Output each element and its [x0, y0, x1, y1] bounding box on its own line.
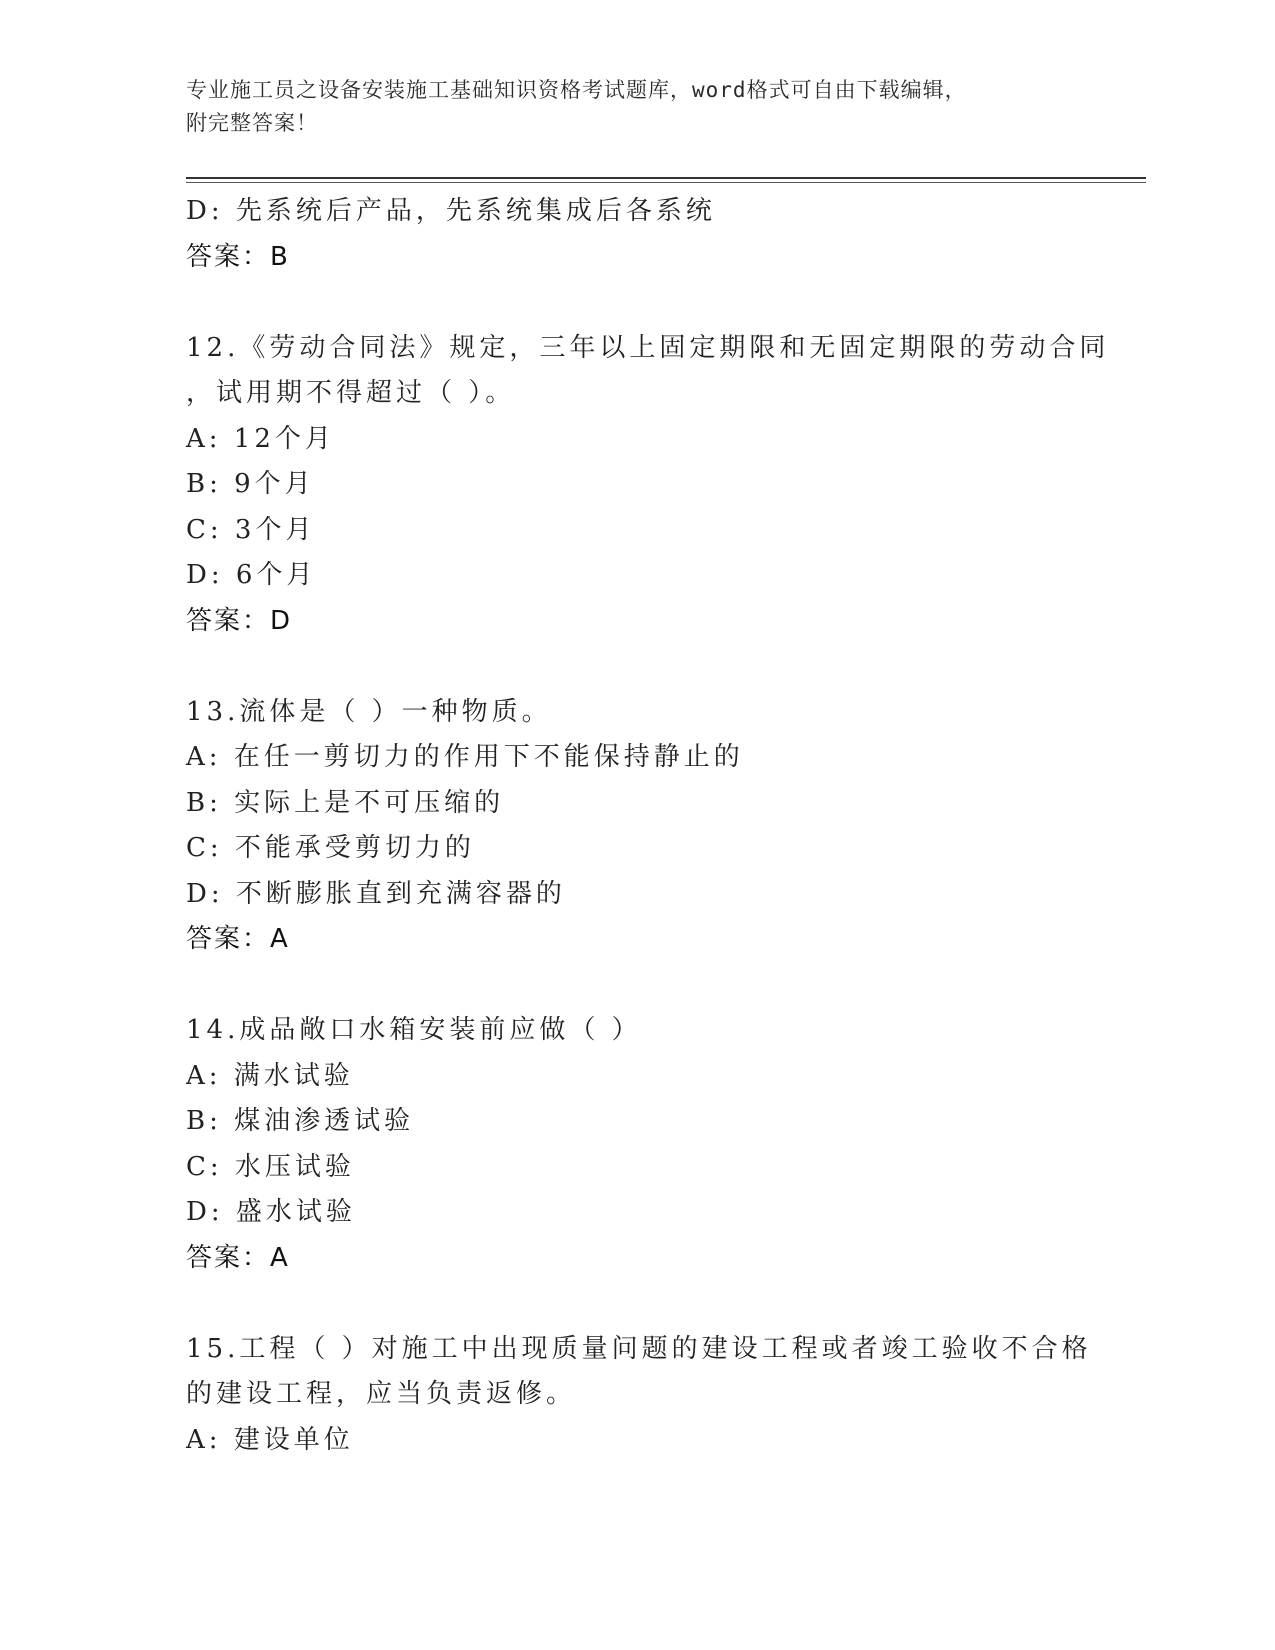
option-d: D: 盛水试验	[186, 1197, 356, 1227]
answer: 答案：D	[186, 605, 293, 636]
document-header	[186, 74, 1066, 140]
option-a: A: 满水试验	[186, 1060, 354, 1091]
spacer	[186, 963, 1146, 1009]
option-b: B: 实际上是不可压缩的	[186, 787, 505, 818]
header-divider-thick	[186, 177, 1146, 179]
option-c: C: 不能承受剪切力的	[186, 833, 475, 863]
option-a: A: 建设单位	[186, 1424, 354, 1455]
option-a: A: 在任一剪切力的作用下不能保持静止的	[186, 742, 744, 772]
question-stem: 14.成品敞口水箱安装前应做（ ）	[186, 1015, 642, 1045]
option-b: B: 9个月	[186, 469, 315, 499]
question-14	[186, 1008, 1146, 1281]
header-line-2: 附完整答案！	[186, 111, 318, 135]
question-15	[186, 1327, 1146, 1464]
question-stem: 12.《劳动合同法》规定，三年以上固定期限和无固定期限的劳动合同	[186, 332, 1110, 363]
header-divider-thin	[186, 182, 1146, 183]
option-b: B: 煤油渗透试验	[186, 1106, 415, 1136]
question-stem: 13.流体是（ ）一种物质。	[186, 696, 552, 727]
option-c: C: 3个月	[186, 514, 316, 545]
question-content	[186, 189, 1146, 1463]
option-d: D: 6个月	[186, 560, 317, 590]
question-stem-continued: 的建设工程，应当负责返修。	[186, 1379, 577, 1409]
question-stem-continued: ，试用期不得超过（ ）。	[186, 378, 516, 408]
option-d: D: 先系统后产品，先系统集成后各系统	[186, 196, 716, 226]
question-12	[186, 326, 1146, 645]
spacer	[186, 280, 1146, 326]
question-13	[186, 690, 1146, 963]
answer: 答案：A	[186, 1242, 290, 1273]
answer: 答案：A	[186, 924, 290, 954]
option-d: D: 不断膨胀直到充满容器的	[186, 878, 566, 909]
option-a: A: 12个月	[186, 423, 335, 454]
header-line-1: 专业施工员之设备安装施工基础知识资格考试题库，word格式可自由下载编辑，	[186, 78, 967, 102]
question-stem: 15.工程（ ）对施工中出现质量问题的建设工程或者竣工验收不合格	[186, 1333, 1092, 1364]
answer: 答案：B	[186, 241, 290, 272]
option-c: C: 水压试验	[186, 1151, 355, 1182]
spacer	[186, 1281, 1146, 1327]
spacer	[186, 644, 1146, 690]
